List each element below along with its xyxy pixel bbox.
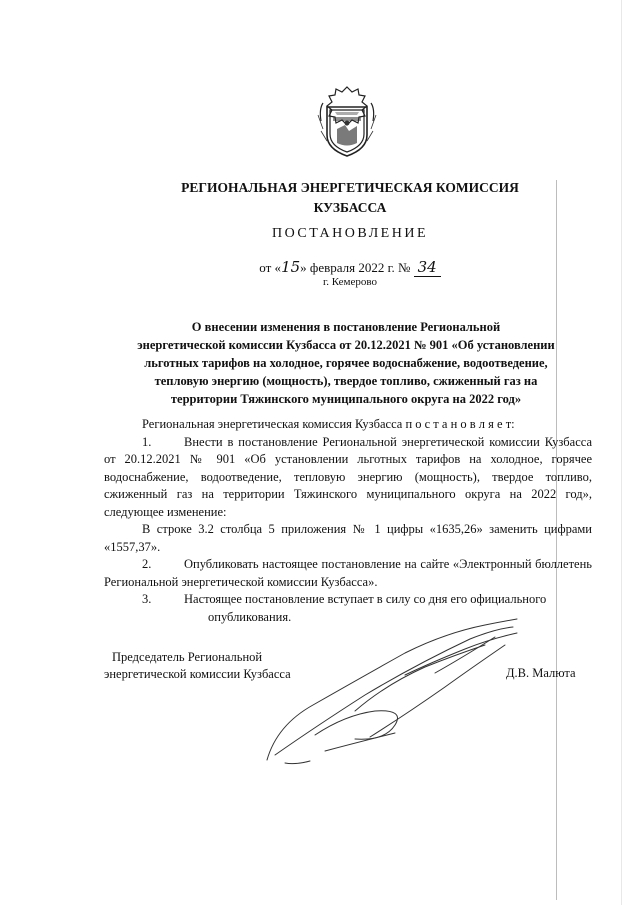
handwritten-day: 15 bbox=[281, 258, 301, 276]
item-3-continuation: опубликования. bbox=[208, 609, 292, 624]
subject-line: тепловую энергию (мощность), твердое топливо, сжиженный газ на bbox=[154, 374, 538, 388]
signer-title-line: Председатель Региональной bbox=[112, 650, 263, 664]
organization-name-line: РЕГИОНАЛЬНАЯ ЭНЕРГЕТИЧЕСКАЯ КОМИССИЯ bbox=[181, 180, 519, 195]
subject-line: О внесении изменения в постановление Региональной bbox=[191, 320, 501, 334]
item-1-subitem: В строке 3.2 столбца 5 приложения № 1 цифры «1635,26» заменить цифрами «1557,37». bbox=[104, 522, 592, 554]
intro-paragraph: Региональная энергетическая комиссия Кузбасса п о с т а н о в л я е т: bbox=[142, 417, 515, 431]
document-type: ПОСТАНОВЛЕНИЕ bbox=[271, 226, 429, 241]
item-1 bbox=[104, 434, 592, 522]
item-number: 1. bbox=[142, 434, 152, 449]
signer-title-line: энергетической комиссии Кузбасса bbox=[104, 667, 291, 681]
signer-name: Д.В. Малюта bbox=[506, 666, 576, 680]
organization-name bbox=[150, 178, 550, 218]
scan-edge-line bbox=[621, 0, 622, 905]
subject-line: энергетической комиссии Кузбасса от 20.12.2021 № 901 «Об установлении bbox=[137, 338, 555, 352]
item-text: Опубликовать настоящее постановление на сайте «Электронный бюллетень Региональной энергетической комиссии Кузбасса». bbox=[104, 557, 592, 589]
item-text: Внести в постановление Региональной энергетической комиссии Кузбасса от 20.12.2021 № 901 «Об установлении льготных тарифов на холодное, горячее водоснабжение, водоотведение, тепловую энергию (мощность), твердое топливо, сжиженный газ на территории Тяжинского муниципального округа на 2022 год», следующее изменение: bbox=[104, 434, 592, 519]
handwritten-number: 34 bbox=[414, 258, 441, 277]
coat-of-arms-icon bbox=[313, 85, 381, 159]
handwritten-signature bbox=[255, 615, 520, 770]
document-body bbox=[104, 416, 592, 626]
subject-line: льготных тарифов на холодное, горячее водоснабжение, водоотведение, bbox=[144, 356, 548, 370]
item-2 bbox=[104, 556, 592, 591]
item-number: 3. bbox=[142, 592, 152, 606]
item-number: 2. bbox=[142, 557, 152, 571]
organization-name-line: КУЗБАССА bbox=[313, 200, 387, 215]
date-middle: » февраля 2022 г. № bbox=[300, 260, 411, 275]
date-prefix: от « bbox=[259, 260, 282, 275]
document-date-line bbox=[150, 258, 550, 277]
city-label: г. Кемерово bbox=[322, 276, 378, 288]
item-3 bbox=[104, 591, 592, 609]
document-subject bbox=[98, 318, 594, 408]
item-text: Настоящее постановление вступает в силу со дня его официального bbox=[184, 592, 547, 606]
subject-line: территории Тяжинского муниципального округа на 2022 год» bbox=[170, 392, 522, 406]
